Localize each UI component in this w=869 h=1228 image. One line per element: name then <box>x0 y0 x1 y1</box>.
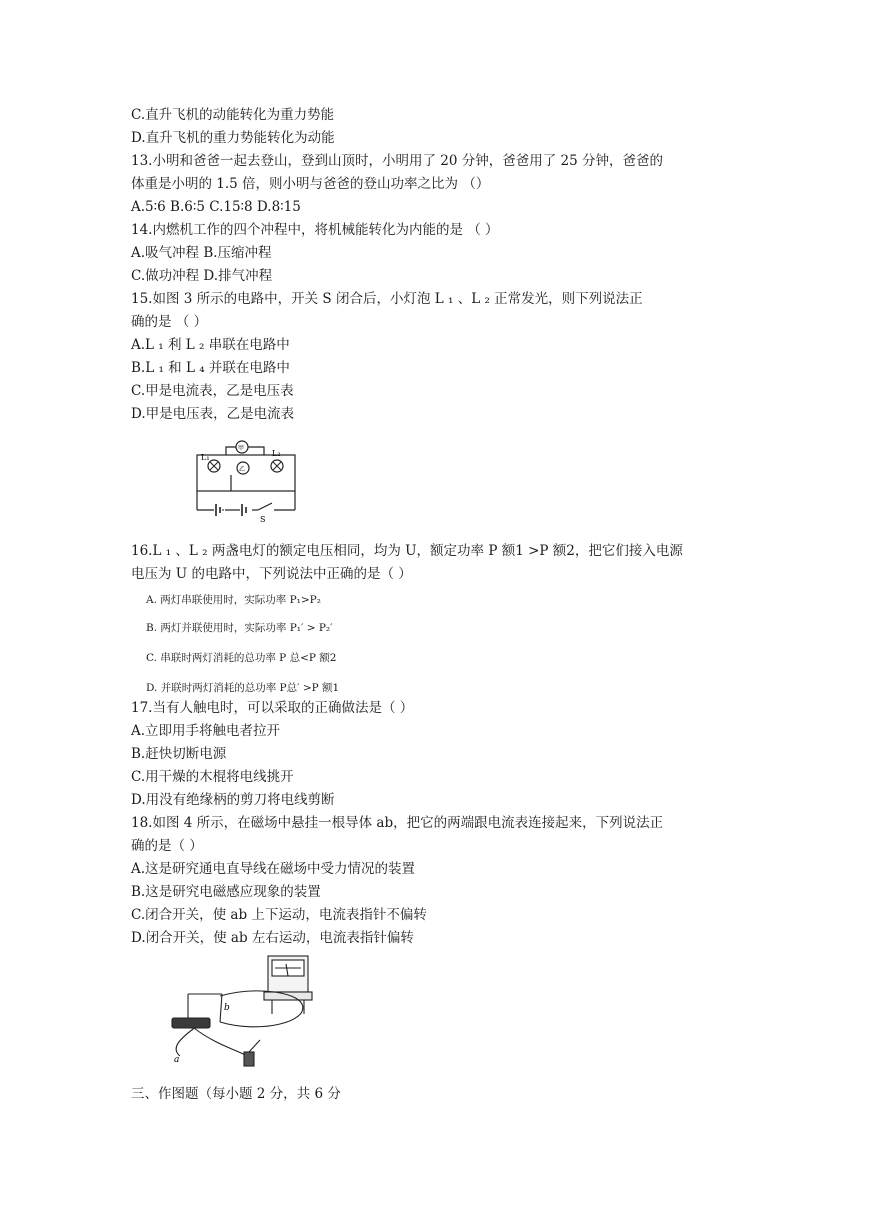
q16-stem-line2: 电压为 U 的电路中，下列说法中正确的是（ ） <box>131 566 412 582</box>
q15-option-b: B.L ₁ 和 L ₄ 并联在电路中 <box>131 360 290 376</box>
fig3-label-yi: 乙 <box>239 466 246 473</box>
q18-option-a: A.这是研究通电直导线在磁场中受力情况的装置 <box>131 861 416 877</box>
fig3-label-l1: L₁ <box>201 453 210 462</box>
q15-option-a: A.L ₁ 利 L ₂ 串联在电路中 <box>131 337 290 353</box>
q13-stem-line2: 体重是小明的 1.5 倍，则小明与爸爸的登山功率之比为 （） <box>131 176 490 192</box>
fig3-label-s: S <box>260 515 266 524</box>
q12-option-d: D.直升飞机的重力势能转化为动能 <box>131 130 335 146</box>
q18-option-c: C.闭合开关，使 ab 上下运动，电流表指针不偏转 <box>131 907 427 923</box>
q16-stem-line1: 16.L ₁ 、L ₂ 两盏电灯的额定电压相同，均为 U，额定功率 P 额1 >P 额2，把它们接入电源 <box>131 543 683 559</box>
q14-options-ab: A.吸气冲程 B.压缩冲程 <box>131 245 272 261</box>
q16-option-c: C. 串联时两灯消耗的总功率 P 总<P 额2 <box>146 652 337 664</box>
q16-option-a: A. 两灯串联使用时，实际功率 P₁>P₂ <box>146 594 321 606</box>
q18-option-d: D.闭合开关，使 ab 左右运动，电流表指针偏转 <box>131 930 414 946</box>
q16-option-d: D. 并联时两灯消耗的总功率 P总′ >P 额1 <box>146 682 340 694</box>
figure-3-circuit <box>192 440 304 524</box>
q17-option-d: D.用没有绝缘柄的剪刀将电线剪断 <box>131 792 335 808</box>
q17-option-a: A.立即用手将触电者拉开 <box>131 723 281 739</box>
q12-option-c: C.直升飞机的动能转化为重力势能 <box>131 107 335 123</box>
q18-stem-line1: 18.如图 4 所示，在磁场中悬挂一根导体 ab，把它的两端跟电流表连接起来，下列说法正 <box>131 815 664 831</box>
q17-option-c: C.用干燥的木棍将电线挑开 <box>131 769 294 785</box>
q17-stem: 17.当有人触电时，可以采取的正确做法是（ ） <box>131 700 414 716</box>
q16-option-b: B. 两灯并联使用时，实际功率 P₁′ > P₂′ <box>146 622 333 634</box>
q14-stem: 14.内燃机工作的四个冲程中，将机械能转化为内能的是 （ ） <box>131 222 499 238</box>
q15-option-d: D.甲是电压表，乙是电流表 <box>131 406 295 422</box>
q17-option-b: B.赶快切断电源 <box>131 746 227 762</box>
q15-stem-line1: 15.如图 3 所示的电路中，开关 S 闭合后，小灯泡 L ₁ 、L ₂ 正常发光，则下列说法正 <box>131 291 643 307</box>
fig4-label-a: a <box>174 1055 180 1065</box>
q14-options-cd: C.做功冲程 D.排气冲程 <box>131 268 273 284</box>
q13-stem-line1: 13.小明和爸爸一起去登山，登到山顶时，小明用了 20 分钟，爸爸用了 25 分钟，爸爸的 <box>131 153 663 169</box>
section-3-heading: 三、作图题（每小题 2 分，共 6 分 <box>131 1086 341 1102</box>
q15-stem-line2: 确的是 （ ） <box>131 314 208 330</box>
figure-4-induction-apparatus <box>160 952 322 1074</box>
q18-option-b: B.这是研究电磁感应现象的装置 <box>131 884 321 900</box>
fig3-label-l2: L₂ <box>272 449 281 458</box>
fig4-label-b: b <box>224 1003 230 1013</box>
q15-option-c: C.甲是电流表，乙是电压表 <box>131 383 294 399</box>
q18-stem-line2: 确的是（ ） <box>131 838 203 854</box>
q13-options: A.5∶6 B.6∶5 C.15∶8 D.8∶15 <box>131 199 301 215</box>
fig3-label-jia: 甲 <box>238 445 245 452</box>
